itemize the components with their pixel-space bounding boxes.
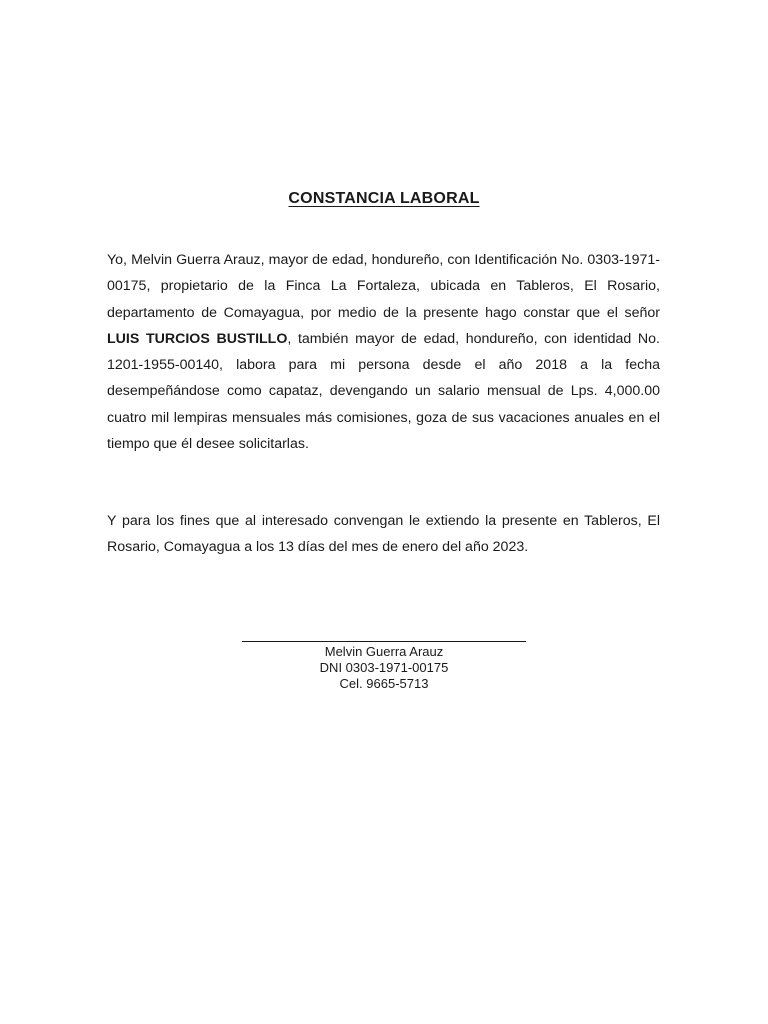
signer-dni: DNI 0303-1971-00175 [319, 660, 449, 675]
paragraph-rest: , también mayor de edad, hondureño, con identidad No. 1201-1955-00140, labora para mi persona desde el año 2018 a la fecha desempeñándose como capataz, devengando un salario mensual de Lps. 4,000.00 cuatro mil lempiras mensuales más comisiones, goza de sus vacaciones anuales en el tiempo que él desee solicitarlas. [107, 330, 660, 453]
signer-name: Melvin Guerra Arauz [324, 644, 444, 659]
employee-name: LUIS TURCIOS BUSTILLO [107, 330, 288, 347]
signature-block [242, 627, 526, 692]
signer-phone: Cel. 9665-5713 [339, 676, 429, 691]
document-title: CONSTANCIA LABORAL [288, 190, 480, 207]
paragraph-closing: Y para los fines que al interesado convengan le extiendo la presente en Tableros, El Rosario, Comayagua a los 13 días del mes de enero del año 2023. [107, 513, 660, 556]
paragraph-intro: Yo, Melvin Guerra Arauz, mayor de edad, hondureño, con Identificación No. 0303-1971-00175, propietario de la Finca La Fortaleza, ubicada en Tableros, El Rosario, departamento de Comayagua, por medio de la presente hago constar que el señor [107, 252, 660, 321]
paragraph-certification [107, 247, 660, 457]
signature-line [242, 627, 526, 642]
